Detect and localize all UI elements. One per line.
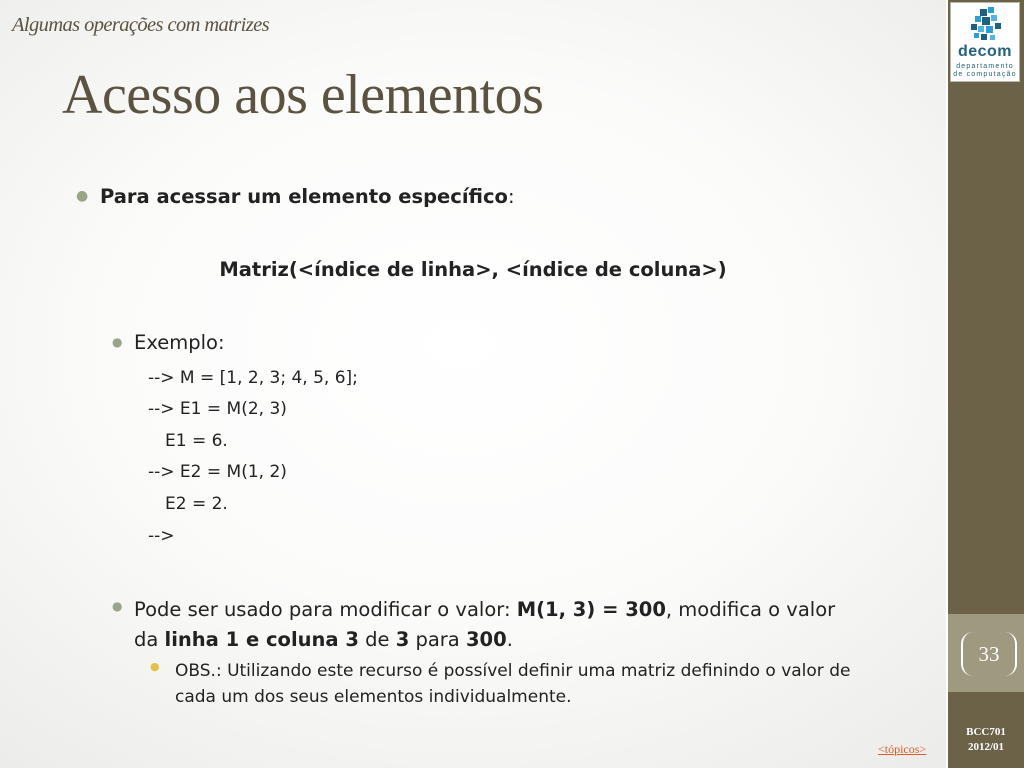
slide-title: Acesso aos elementos [62, 64, 544, 126]
bullet-example: Exemplo: [134, 331, 225, 354]
bold-run: linha 1 e coluna 3 [164, 628, 359, 651]
code-line: --> [148, 526, 175, 546]
text-run: para [409, 628, 466, 651]
logo-subtitle-1: departamento [956, 63, 1014, 70]
bold-run: 3 [395, 628, 410, 651]
code-line: --> E2 = M(1, 2) [148, 462, 287, 482]
bullet-access-strong: Para acessar um elemento específico [100, 185, 508, 208]
code-line: --> E1 = M(2, 3) [148, 399, 287, 419]
code-line: E2 = 2. [165, 494, 228, 514]
bold-run: 300 [465, 628, 507, 651]
bullet-icon: ● [112, 599, 123, 613]
bullet-modify-value [134, 595, 854, 655]
syntax-line: Matriz(<índice de linha>, <índice de coluna>) [219, 258, 727, 281]
text-run: de [358, 628, 396, 651]
course-info [952, 725, 1020, 755]
bullet-icon: ● [76, 188, 89, 204]
bullet-access-colon: : [507, 185, 515, 208]
decom-logo [950, 2, 1020, 82]
text-run: . [506, 628, 513, 651]
topics-link[interactable]: <tópicos> [878, 742, 927, 756]
semester: 2012/01 [967, 741, 1005, 753]
bold-run: M(1, 3) = 300 [516, 598, 666, 621]
logo-subtitle-2: de computação [953, 71, 1017, 78]
decom-mosaic-icon [951, 5, 1021, 45]
page-number: 33 [961, 632, 1017, 676]
breadcrumb: Algumas operações com matrizes [12, 14, 270, 36]
bullet-obs: OBS.: Utilizando este recurso é possível definir uma matriz definindo o valor de cada um dos seus elementos individualmente. [175, 661, 851, 707]
code-line: --> M = [1, 2, 3; 4, 5, 6]; [148, 368, 358, 388]
bullet-access-element [100, 185, 515, 208]
logo-wordmark: decom [957, 43, 1013, 60]
course-code: BCC701 [966, 726, 1006, 738]
text-run: , modifica o valor da [134, 598, 836, 651]
text-run: Pode ser usado para modificar o valor: [134, 598, 517, 621]
code-line: E1 = 6. [165, 431, 228, 451]
bullet-icon: ● [112, 335, 123, 349]
sub-bullet-icon: ● [150, 660, 160, 673]
